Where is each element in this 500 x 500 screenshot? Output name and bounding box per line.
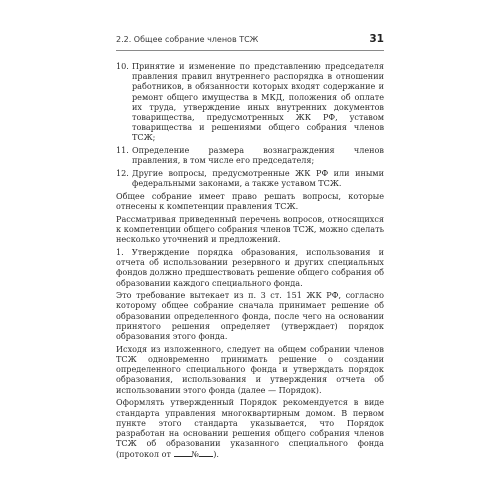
running-header	[116, 34, 384, 48]
list-item	[116, 61, 384, 143]
list-item-text: Другие вопросы, предусмотренные ЖК РФ или иными федеральными законами, а также уставом ТСЖ.	[132, 168, 384, 189]
paragraph-final-text: Оформлять утвержденный Порядок рекомендуется в виде стандарта управления многоквартирным домом. В первом пункте этого стандарта указывается, что Порядок разработан на основании решения общего собрания членов ТСЖ об образовании указанного специального фонда (протокол от	[116, 397, 384, 460]
body-text	[116, 61, 384, 462]
number-sign: №	[191, 449, 200, 460]
paragraph: Рассматривая приведенный перечень вопросов, относящихся к компетенции общего собрания членов ТСЖ, можно сделать несколько уточнений и предложений.	[116, 213, 384, 245]
blank-number-field	[199, 448, 213, 457]
list-item-number: 10.	[116, 61, 129, 71]
list-item	[116, 145, 384, 165]
list-item-text: Принятие и изменение по представлению председателя правления правил внутреннего распорядка в отношении работников, в обязанности которых входят содержание и ремонт общего имущества в МКД, положения об оплате их труда, утверждение иных внутренних документов товарищества, предусмотренных ЖК РФ, уставом товарищества и решениями общего собрания членов ТСЖ;	[132, 61, 384, 143]
page-number: 31	[369, 33, 384, 45]
blank-date-field	[174, 448, 192, 457]
list-item	[116, 168, 384, 188]
paragraph: Общее собрание имеет право решать вопросы, которые отнесены к компетенции правления ТСЖ.	[116, 190, 384, 212]
list-item-text: Определение размера вознаграждения членов правления, в том числе его председателя;	[132, 145, 384, 166]
paragraph: Это требование вытекает из п. 3 ст. 151 ЖК РФ, согласно которому общее собрание сначала принимает решение об образовании определенного фонда, после чего на основании принятого решения определяет (утверждает) порядок образования этого фонда.	[116, 290, 384, 342]
paragraph-final	[116, 397, 384, 459]
paragraph: Исходя из изложенного, следует на общем собрании членов ТСЖ одновременно принимать решение о создании определенного специального фонда и утверждать порядок образования, использования и утверждения отчета об использовании этого фонда (далее — Порядок).	[116, 343, 384, 395]
paragraph-final-end: ).	[213, 449, 219, 460]
list-item-number: 11.	[116, 145, 129, 156]
list-item-number: 12.	[116, 168, 129, 179]
header-rule	[116, 50, 384, 51]
paragraph: 1. Утверждение порядка образования, использования и отчета об использовании резервного и других специальных фондов должно предшествовать решение общего собрания об образовании каждого специального фонда.	[116, 246, 384, 288]
section-title: 2.2. Общее собрание членов ТСЖ	[116, 35, 259, 44]
